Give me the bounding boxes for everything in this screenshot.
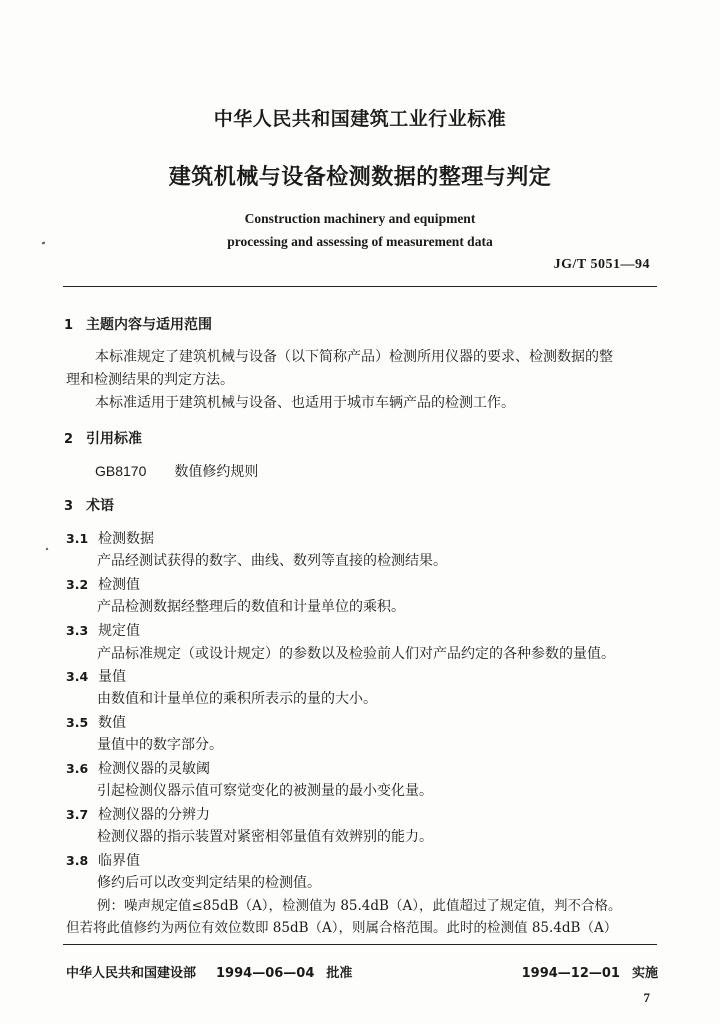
term-number: 3.5	[66, 715, 89, 730]
term-3-7	[66, 806, 210, 824]
term-3-2	[66, 576, 140, 594]
section-number: 3	[64, 499, 74, 514]
effective-label: 实施	[631, 966, 658, 981]
section-number: 1	[64, 318, 74, 333]
term-3-1	[66, 530, 154, 548]
standard-name: 中华人民共和国建筑工业行业标准	[213, 108, 507, 130]
section-1-paragraph-1-line-1: 本标准规定了建筑机械与设备（以下简称产品）检测所用仪器的要求、检测数据的整	[95, 349, 613, 365]
page-number: 7	[643, 990, 650, 1005]
issue-info	[66, 962, 352, 981]
scan-speck	[46, 548, 49, 551]
effective-info	[522, 962, 658, 981]
section-3-heading	[64, 497, 114, 516]
section-title: 术语	[86, 498, 114, 514]
section-1-heading	[64, 316, 212, 335]
term-3-8-definition: 修约后可以改变判定结果的检测值。	[97, 875, 321, 891]
section-number: 2	[64, 432, 74, 447]
reference-title: 数值修约规则	[174, 464, 259, 480]
english-title-line-1: Construction machinery and equipment	[244, 211, 476, 226]
issue-date: 1994—06—04	[216, 966, 315, 981]
term-3-4	[66, 668, 126, 686]
term-3-7-definition: 检测仪器的指示装置对紧密相邻量值有效辨别的能力。	[97, 829, 433, 845]
term-3-5-definition: 量值中的数字部分。	[97, 737, 223, 753]
standard-code: JG/T 5051—94	[553, 257, 650, 272]
term-3-6-definition: 引起检测仪器示值可察觉变化的被测量的最小变化量。	[97, 783, 433, 799]
reference-entry	[95, 462, 258, 481]
term-number: 3.2	[66, 577, 89, 592]
section-title: 引用标准	[86, 431, 142, 447]
example-line-1: 例：噪声规定值≤85dB（A），检测值为 85.4dB（A），此值超过了规定值，判不合格。	[97, 898, 622, 914]
term-name: 检测数据	[98, 531, 154, 547]
english-title-line-2: processing and assessing of measurement data	[227, 234, 493, 249]
term-3-3-definition: 产品标准规定（或设计规定）的参数以及检验前人们对产品约定的各种参数的量值。	[97, 646, 615, 662]
document-title: 建筑机械与设备检测数据的整理与判定	[168, 165, 552, 190]
term-number: 3.7	[66, 807, 89, 822]
example-line-2: 但若将此值修约为两位有效位数即 85dB（A），则属合格范围。此时的检测值 85.4dB（A）	[66, 920, 618, 936]
term-name: 临界值	[98, 853, 140, 869]
term-3-8	[66, 852, 140, 870]
header-divider	[63, 286, 657, 287]
term-3-4-definition: 由数值和计量单位的乘积所表示的量的大小。	[97, 691, 377, 707]
reference-code: GB8170	[95, 463, 147, 479]
term-number: 3.1	[66, 531, 89, 546]
section-title: 主题内容与适用范围	[86, 317, 212, 333]
term-3-6	[66, 760, 210, 778]
term-number: 3.4	[66, 669, 89, 684]
term-number: 3.3	[66, 623, 89, 638]
term-3-3	[66, 622, 140, 640]
term-number: 3.8	[66, 853, 89, 868]
issue-label: 批准	[326, 966, 353, 981]
term-3-5	[66, 714, 126, 732]
section-1-paragraph-2: 本标准适用于建筑机械与设备、也适用于城市车辆产品的检测工作。	[95, 395, 515, 411]
term-name: 规定值	[98, 623, 140, 639]
section-2-heading	[64, 430, 142, 449]
term-name: 检测仪器的灵敏阈	[98, 761, 210, 777]
term-name: 检测值	[98, 577, 140, 593]
issuer: 中华人民共和国建设部	[66, 966, 197, 981]
term-name: 数值	[98, 715, 126, 731]
term-3-2-definition: 产品检测数据经整理后的数值和计量单位的乘积。	[97, 599, 405, 615]
term-3-1-definition: 产品经测试获得的数字、曲线、数列等直接的检测结果。	[97, 553, 447, 569]
footer-divider	[63, 944, 657, 945]
effective-date: 1994—12—01	[521, 966, 620, 981]
section-1-paragraph-1-line-2: 理和检测结果的判定方法。	[66, 372, 234, 388]
term-name: 检测仪器的分辨力	[98, 807, 210, 823]
term-name: 量值	[98, 669, 126, 685]
term-number: 3.6	[66, 761, 89, 776]
